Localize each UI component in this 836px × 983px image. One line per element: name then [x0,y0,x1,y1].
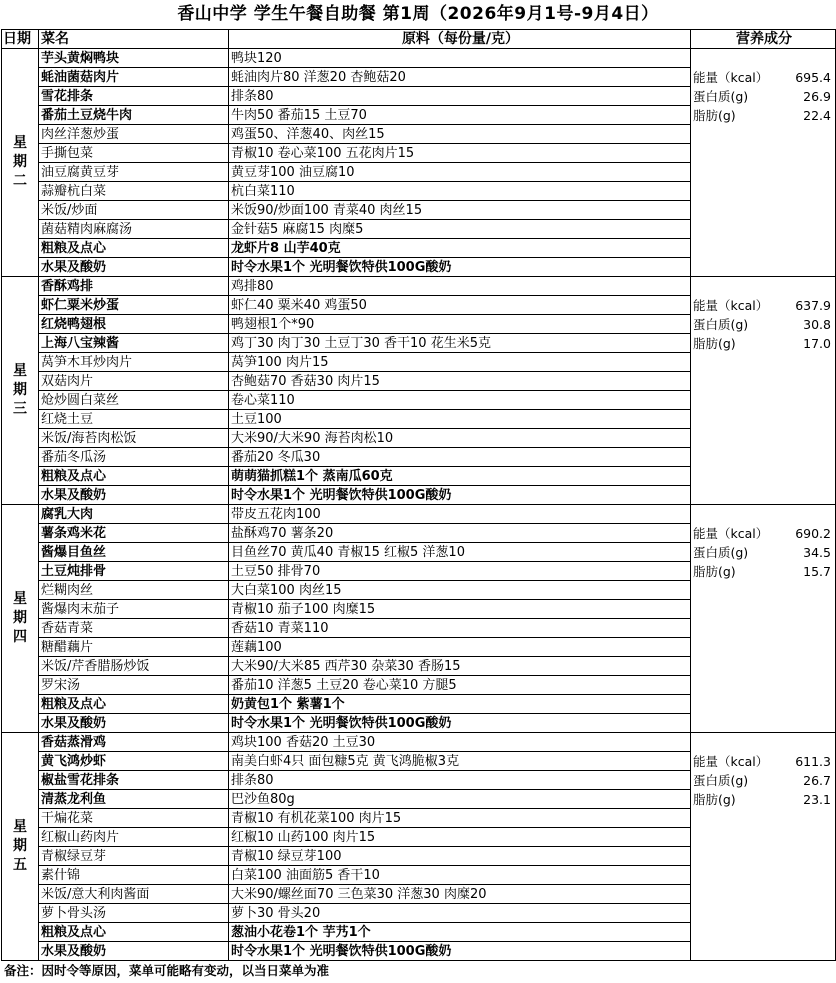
nutrition-value: 15.7 [803,564,831,579]
dish-name: 薯条鸡米花 [39,524,229,543]
dish-name: 红椒山药肉片 [39,828,229,847]
nutrition-line [691,524,835,543]
nutrition-label: 脂肪(g) [693,336,736,351]
ingredients: 青椒10 有机花菜100 肉片15 [229,809,691,828]
nutrition-label: 脂肪(g) [693,108,736,123]
header-dish: 菜名 [39,30,229,49]
ingredients: 大白菜100 肉丝15 [229,581,691,600]
nutrition-cell [691,505,836,733]
nutrition-line [691,68,835,87]
header-day: 日期 [2,30,39,49]
dish-name: 蒜瓣杭白菜 [39,182,229,201]
dish-name: 米饭/意大利肉酱面 [39,885,229,904]
ingredients: 葱油小花卷1个 芋艿1个 [229,923,691,942]
ingredients: 杏鲍菇70 香菇30 肉片15 [229,372,691,391]
page-title: 香山中学 学生午餐自助餐 第1周（2026年9月1号-9月4日） [177,4,659,24]
nutrition-line [691,771,835,790]
dish-name: 素什锦 [39,866,229,885]
nutrition-label: 脂肪(g) [693,792,736,807]
nutrition-label: 蛋白质(g) [693,545,749,560]
dish-name: 水果及酸奶 [39,714,229,733]
dish-name: 双菇肉片 [39,372,229,391]
table-row [2,277,836,296]
ingredients: 时令水果1个 光明餐饮特供100G酸奶 [229,714,691,733]
dish-name: 米饭/芹香腊肠炒饭 [39,657,229,676]
ingredients: 番茄10 洋葱5 土豆20 卷心菜10 方腿5 [229,676,691,695]
day-cell [2,277,39,505]
ingredients: 南美白虾4只 面包糠5克 黄飞鸿脆椒3克 [229,752,691,771]
menu-table [1,29,836,961]
dish-name: 雪花排条 [39,87,229,106]
dish-name: 青椒绿豆芽 [39,847,229,866]
ingredients: 红椒10 山药100 肉片15 [229,828,691,847]
nutrition-line [691,87,835,106]
ingredients: 大米90/大米85 西芹30 杂菜30 香肠15 [229,657,691,676]
ingredients: 白菜100 油面筋5 香干10 [229,866,691,885]
dish-name: 水果及酸奶 [39,942,229,961]
ingredients: 大米90/大米90 海苔肉松10 [229,429,691,448]
day-label: 星 期 二 [13,135,27,189]
ingredients: 排条80 [229,771,691,790]
ingredients: 蚝油肉片80 洋葱20 杏鲍菇20 [229,68,691,87]
day-cell [2,505,39,733]
nutrition-value: 30.8 [803,317,831,332]
ingredients: 莲藕100 [229,638,691,657]
nutrition-value: 690.2 [795,526,831,541]
ingredients: 青椒10 卷心菜100 五花肉片15 [229,144,691,163]
nutrition-line [691,106,835,125]
nutrition-cell [691,277,836,505]
nutrition-value: 22.4 [803,108,831,123]
nutrition-cell [691,733,836,961]
dish-name: 粗粮及点心 [39,467,229,486]
dish-name: 米饭/炒面 [39,201,229,220]
dish-name: 番茄冬瓜汤 [39,448,229,467]
ingredients: 萌萌猫抓糕1个 蒸南瓜60克 [229,467,691,486]
dish-name: 香菇青菜 [39,619,229,638]
nutrition-label: 能量（kcal） [693,70,769,85]
dish-name: 上海八宝辣酱 [39,334,229,353]
dish-name: 烂糊肉丝 [39,581,229,600]
ingredients: 目鱼丝70 黄瓜40 青椒15 红椒5 洋葱10 [229,543,691,562]
ingredients: 卷心菜110 [229,391,691,410]
ingredients: 青椒10 绿豆芽100 [229,847,691,866]
ingredients: 杭白菜110 [229,182,691,201]
ingredients: 土豆100 [229,410,691,429]
dish-name: 粗粮及点心 [39,923,229,942]
nutrition-value: 637.9 [795,298,831,313]
nutrition-line [691,543,835,562]
ingredients: 龙虾片8 山芋40克 [229,239,691,258]
nutrition-line [691,752,835,771]
nutrition-line [691,790,835,809]
dish-name: 椒盐雪花排条 [39,771,229,790]
dish-name: 番茄土豆烧牛肉 [39,106,229,125]
ingredients: 莴笋100 肉片15 [229,353,691,372]
dish-name: 虾仁粟米炒蛋 [39,296,229,315]
table-row [2,49,836,68]
dish-name: 红烧鸭翅根 [39,315,229,334]
nutrition-line [691,562,835,581]
footer-note: 备注：因时令等原因，菜单可能略有变动，以当日菜单为准 [4,963,330,978]
dish-name: 水果及酸奶 [39,258,229,277]
dish-name: 肉丝洋葱炒蛋 [39,125,229,144]
ingredients: 青椒10 茄子100 肉糜15 [229,600,691,619]
ingredients: 奶黄包1个 紫薯1个 [229,695,691,714]
nutrition-value: 34.5 [803,545,831,560]
ingredients: 时令水果1个 光明餐饮特供100G酸奶 [229,942,691,961]
ingredients: 香菇10 青菜110 [229,619,691,638]
ingredients: 米饭90/炒面100 青菜40 肉丝15 [229,201,691,220]
dish-name: 粗粮及点心 [39,239,229,258]
dish-name: 芋头黄焖鸭块 [39,49,229,68]
nutrition-value: 611.3 [795,754,831,769]
dish-name: 土豆炖排骨 [39,562,229,581]
nutrition-label: 能量（kcal） [693,526,769,541]
ingredients: 带皮五花肉100 [229,505,691,524]
nutrition-label: 蛋白质(g) [693,89,749,104]
dish-name: 水果及酸奶 [39,486,229,505]
ingredients: 鸭翅根1个*90 [229,315,691,334]
ingredients: 排条80 [229,87,691,106]
ingredients: 金针菇5 麻腐15 肉糜5 [229,220,691,239]
dish-name: 莴笋木耳炒肉片 [39,353,229,372]
dish-name: 手撕包菜 [39,144,229,163]
dish-name: 萝卜骨头汤 [39,904,229,923]
dish-name: 粗粮及点心 [39,695,229,714]
dish-name: 黄飞鸿炒虾 [39,752,229,771]
dish-name: 清蒸龙利鱼 [39,790,229,809]
dish-name: 米饭/海苔肉松饭 [39,429,229,448]
nutrition-label: 脂肪(g) [693,564,736,579]
nutrition-value: 26.9 [803,89,831,104]
dish-name: 酱爆目鱼丝 [39,543,229,562]
nutrition-line [691,334,835,353]
dish-name: 干煸花菜 [39,809,229,828]
ingredients: 番茄20 冬瓜30 [229,448,691,467]
header-nutrition: 营养成分 [691,30,836,49]
table-row [2,733,836,752]
dish-name: 腐乳大肉 [39,505,229,524]
day-label: 星 期 四 [13,591,27,645]
nutrition-cell [691,49,836,277]
nutrition-label: 蛋白质(g) [693,317,749,332]
ingredients: 黄豆芽100 油豆腐10 [229,163,691,182]
header-ingredients: 原料（每份量/克） [229,30,691,49]
ingredients: 时令水果1个 光明餐饮特供100G酸奶 [229,258,691,277]
dish-name: 油豆腐黄豆芽 [39,163,229,182]
ingredients: 巴沙鱼80g [229,790,691,809]
nutrition-line [691,296,835,315]
dish-name: 香菇蒸滑鸡 [39,733,229,752]
nutrition-value: 26.7 [803,773,831,788]
dish-name: 罗宋汤 [39,676,229,695]
ingredients: 鸭块120 [229,49,691,68]
dish-name: 蚝油菌菇肉片 [39,68,229,87]
ingredients: 萝卜30 骨头20 [229,904,691,923]
dish-name: 香酥鸡排 [39,277,229,296]
ingredients: 鸡丁30 肉丁30 土豆丁30 香干10 花生米5克 [229,334,691,353]
nutrition-value: 23.1 [803,792,831,807]
dish-name: 炝炒圆白菜丝 [39,391,229,410]
dish-name: 酱爆肉末茄子 [39,600,229,619]
day-label: 星 期 五 [13,819,27,873]
ingredients: 虾仁40 粟米40 鸡蛋50 [229,296,691,315]
ingredients: 土豆50 排骨70 [229,562,691,581]
ingredients: 鸡排80 [229,277,691,296]
day-label: 星 期 三 [13,363,27,417]
dish-name: 糖醋藕片 [39,638,229,657]
nutrition-value: 695.4 [795,70,831,85]
nutrition-value: 17.0 [803,336,831,351]
ingredients: 时令水果1个 光明餐饮特供100G酸奶 [229,486,691,505]
dish-name: 红烧土豆 [39,410,229,429]
table-row [2,505,836,524]
ingredients: 鸡块100 香菇20 土豆30 [229,733,691,752]
ingredients: 盐酥鸡70 薯条20 [229,524,691,543]
nutrition-label: 能量（kcal） [693,754,769,769]
nutrition-label: 蛋白质(g) [693,773,749,788]
header-row [2,30,836,49]
nutrition-label: 能量（kcal） [693,298,769,313]
day-cell [2,49,39,277]
ingredients: 大米90/螺丝面70 三色菜30 洋葱30 肉糜20 [229,885,691,904]
ingredients: 牛肉50 番茄15 土豆70 [229,106,691,125]
nutrition-line [691,315,835,334]
day-cell [2,733,39,961]
ingredients: 鸡蛋50、洋葱40、肉丝15 [229,125,691,144]
dish-name: 菌菇精肉麻腐汤 [39,220,229,239]
